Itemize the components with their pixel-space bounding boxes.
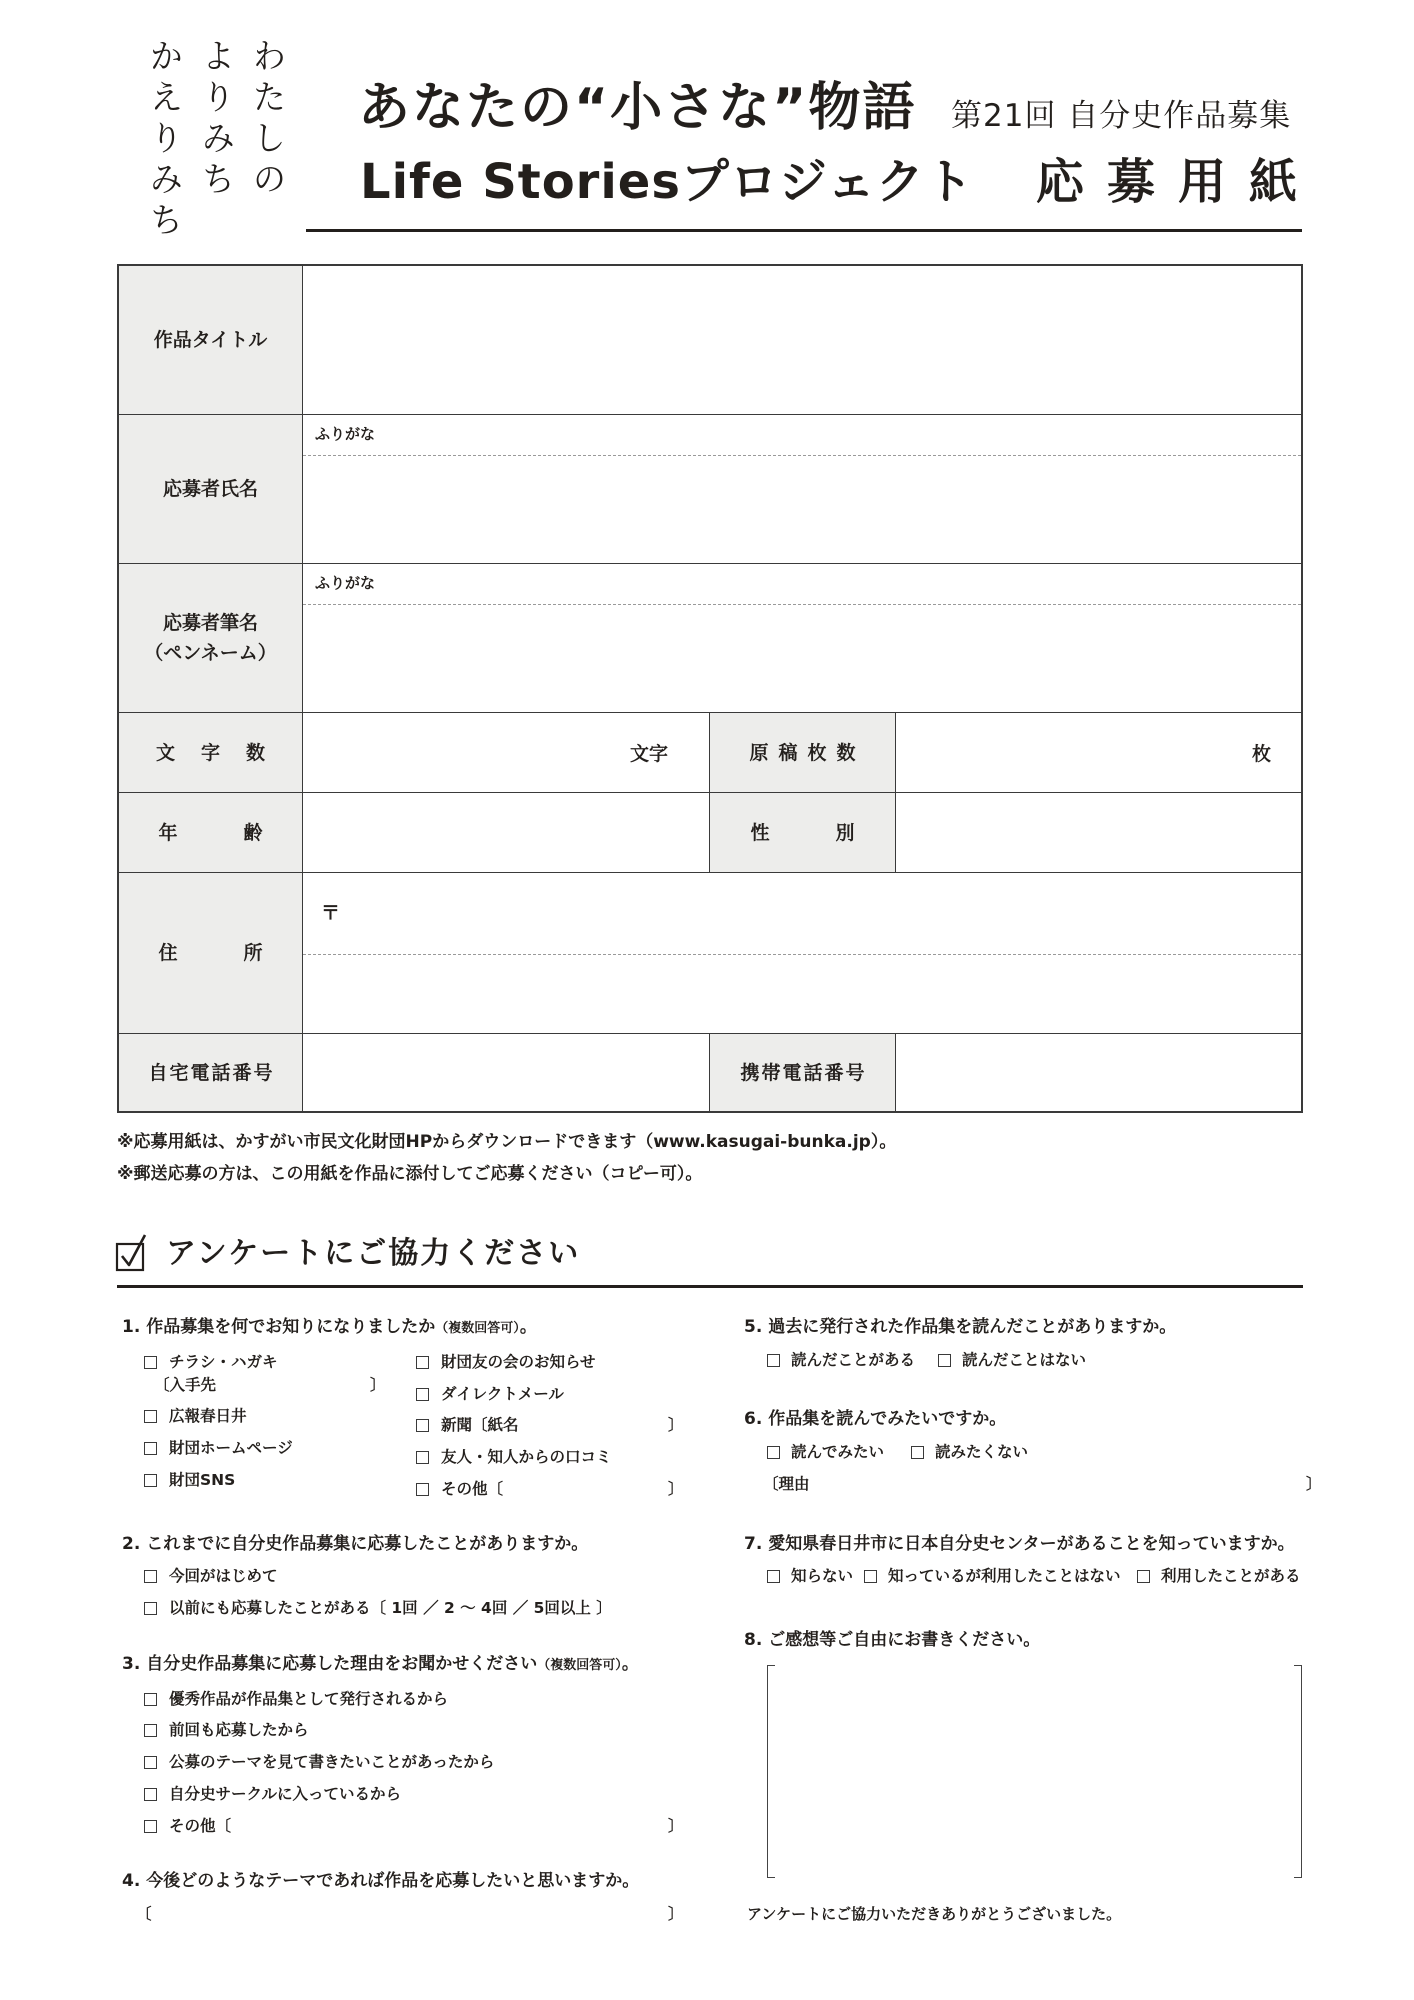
question-text: 作品集を読んでみたいですか。 — [768, 1409, 1007, 1429]
vertical-catchphrase-line-1: わたしの — [246, 38, 286, 202]
char-count-label — [119, 713, 303, 792]
download-note: ※応募用紙は、かすがい市民文化財団HPからダウンロードできます（www.kasugai-bunka.jp）。 — [117, 1132, 897, 1152]
q6-reason-line: 〔理由 — [763, 1475, 810, 1493]
checkmark-box-icon — [115, 1232, 151, 1276]
vertical-catchphrase-line-2: よりみち — [195, 38, 235, 202]
checkbox[interactable] — [144, 1442, 157, 1455]
mobile-phone-label — [710, 1034, 896, 1111]
furigana-divider — [303, 604, 1301, 605]
question-text: 作品募集を何でお知りになりましたか — [146, 1317, 436, 1337]
title-label — [119, 266, 303, 414]
mail-note: ※郵送応募の方は、この用紙を作品に添付してご応募ください（コピー可）。 — [117, 1164, 703, 1184]
question-text: これまでに自分史作品募集に応募したことがありますか。 — [146, 1534, 589, 1554]
question-number: 6. — [744, 1409, 763, 1429]
checkbox[interactable] — [767, 1446, 780, 1459]
address-divider — [303, 954, 1301, 955]
option-label: 読んだことはない — [962, 1351, 1087, 1369]
survey-heading: アンケートにご協力ください — [166, 1236, 581, 1271]
question-number: 3. — [122, 1654, 141, 1674]
title-field[interactable] — [303, 266, 1301, 414]
form-name: 応募用紙 — [1036, 154, 1321, 210]
q1-option-flyer[interactable] — [144, 1351, 278, 1373]
home-phone-label — [119, 1034, 303, 1111]
comment-box-right-bracket — [1294, 1665, 1302, 1878]
gender-label — [710, 793, 921, 872]
checkbox[interactable] — [416, 1388, 429, 1401]
bracket-close: 〕 — [668, 1817, 684, 1835]
vertical-catchphrase-line-3: かえりみち — [143, 38, 183, 243]
q3-option-theme[interactable] — [144, 1751, 494, 1773]
option-label: その他〔 — [441, 1480, 504, 1498]
row-pen-name — [119, 563, 1301, 712]
address-field[interactable] — [303, 873, 1301, 1033]
option-label: 知っているが利用したことはない — [888, 1567, 1121, 1585]
q1-option-koho[interactable] — [144, 1405, 247, 1427]
q2-option-previously[interactable] — [144, 1597, 612, 1619]
gender-label-text: 性別 — [750, 821, 921, 844]
checkbox[interactable] — [144, 1693, 157, 1706]
question-number: 2. — [122, 1534, 141, 1554]
checkbox[interactable] — [144, 1756, 157, 1769]
row-applicant-name — [119, 414, 1301, 563]
page-title: あなたの“小さな”物語 — [358, 78, 917, 138]
home-phone-field[interactable] — [303, 1034, 710, 1111]
question-3 — [122, 1652, 639, 1678]
row-title — [119, 266, 1301, 414]
q5-option-have-read[interactable] — [767, 1349, 915, 1371]
pen-name-label-text: 応募者筆名 — [162, 612, 258, 634]
question-text: 過去に発行された作品集を読んだことがありますか。 — [768, 1317, 1177, 1337]
mobile-phone-field[interactable] — [896, 1034, 1301, 1111]
pen-name-furigana-label: ふりがな — [315, 574, 376, 592]
page-count-unit: 枚 — [1251, 743, 1271, 765]
option-label: 前回も応募したから — [169, 1721, 309, 1739]
checkbox[interactable] — [144, 1602, 157, 1615]
q1-option-word-of-mouth[interactable] — [416, 1446, 612, 1468]
checkbox[interactable] — [767, 1354, 780, 1367]
gender-field[interactable] — [896, 793, 1301, 872]
q3-option-published[interactable] — [144, 1688, 448, 1710]
home-phone-label-text: 自宅電話番号 — [148, 1061, 275, 1084]
question-text: 今後どのようなテーマであれば作品を応募したいと思いますか。 — [146, 1871, 640, 1891]
q7-option-know-not-used[interactable] — [864, 1565, 1121, 1587]
question-number: 5. — [744, 1317, 763, 1337]
checkbox[interactable] — [144, 1570, 157, 1583]
applicant-name-label — [119, 415, 303, 563]
bracket-close: 〕 — [668, 1480, 684, 1498]
q4-answer-field[interactable] — [160, 1900, 660, 1928]
question-number: 8. — [744, 1630, 763, 1650]
comment-field[interactable] — [778, 1670, 1290, 1873]
option-label: 以前にも応募したことがある〔 1回 ／ 2 ～ 4回 ／ 5回以上 〕 — [169, 1599, 612, 1617]
question-text: 自分史作品募集に応募した理由をお聞かせください — [146, 1654, 538, 1674]
row-age-gender — [119, 792, 1301, 872]
checkbox[interactable] — [416, 1419, 429, 1432]
address-label-text: 住所 — [158, 942, 329, 964]
question-number: 1. — [122, 1317, 141, 1337]
q1-option-other[interactable] — [416, 1478, 503, 1500]
q1-option-direct-mail[interactable] — [416, 1383, 564, 1405]
q5-option-not-read[interactable] — [938, 1349, 1086, 1371]
bracket-close: 〕 — [1306, 1475, 1322, 1493]
application-form-table — [117, 264, 1303, 1113]
checkbox[interactable] — [864, 1570, 877, 1583]
survey-divider — [117, 1285, 1303, 1288]
bracket-close: 〕 — [668, 1905, 684, 1923]
row-phones — [119, 1033, 1301, 1111]
question-7 — [744, 1532, 1295, 1556]
mobile-phone-label-text: 携帯電話番号 — [740, 1061, 867, 1084]
question-2 — [122, 1532, 588, 1556]
char-count-label-text: 文字数 — [155, 741, 291, 764]
comment-box-left-bracket — [767, 1665, 775, 1878]
pen-name-sub-label: （ペンネーム） — [144, 642, 277, 664]
furigana-divider — [303, 455, 1301, 456]
row-address — [119, 872, 1301, 1033]
option-label: 財団SNS — [169, 1471, 236, 1489]
q3-option-circle[interactable] — [144, 1783, 401, 1805]
question-text: ご感想等ご自由にお書きください。 — [768, 1630, 1041, 1650]
question-5 — [744, 1315, 1176, 1339]
option-label: 財団友の会のお知らせ — [441, 1353, 596, 1371]
q7-option-dont-know[interactable] — [767, 1565, 853, 1587]
edition-subtitle: 第21回 自分史作品募集 — [951, 98, 1292, 134]
option-label: 読んでみたい — [791, 1443, 885, 1461]
checkbox[interactable] — [144, 1788, 157, 1801]
question-number: 7. — [744, 1534, 763, 1554]
question-tail: 。 — [621, 1654, 639, 1674]
checkbox[interactable] — [416, 1451, 429, 1464]
option-label: 友人・知人からの口コミ — [441, 1448, 612, 1466]
title-label-text: 作品タイトル — [153, 329, 268, 351]
option-label: 今回がはじめて — [169, 1567, 278, 1585]
question-text: 愛知県春日井市に日本自分史センターがあることを知っていますか。 — [768, 1534, 1295, 1554]
checkbox[interactable] — [416, 1356, 429, 1369]
q3-option-last-time[interactable] — [144, 1719, 309, 1741]
header-divider — [306, 229, 1302, 232]
q6-option-want-to-read[interactable] — [767, 1441, 884, 1463]
age-label — [119, 793, 329, 872]
checkbox[interactable] — [144, 1724, 157, 1737]
checkbox[interactable] — [416, 1483, 429, 1496]
q1-option-homepage[interactable] — [144, 1437, 293, 1459]
question-tail: 。 — [519, 1317, 537, 1337]
option-label: 利用したことがある — [1161, 1567, 1301, 1585]
option-label: 読んだことがある — [791, 1351, 916, 1369]
checkbox[interactable] — [911, 1446, 924, 1459]
age-label-text: 年齢 — [158, 821, 329, 844]
q1-option-sns[interactable] — [144, 1469, 235, 1491]
q1-option-newspaper[interactable] — [416, 1414, 519, 1436]
question-1 — [122, 1315, 537, 1341]
option-label: 読みたくない — [935, 1443, 1029, 1461]
question-6 — [744, 1407, 1006, 1431]
pen-name-field[interactable] — [303, 564, 1301, 712]
postal-mark: 〒 — [321, 902, 341, 924]
q2-option-first-time[interactable] — [144, 1565, 278, 1587]
option-label: 優秀作品が作品集として発行されるから — [169, 1690, 449, 1708]
checkbox[interactable] — [144, 1356, 157, 1369]
name-furigana-label: ふりがな — [315, 425, 376, 443]
question-number: 4. — [122, 1871, 141, 1891]
checkbox[interactable] — [144, 1474, 157, 1487]
bracket-open: 〔 — [136, 1905, 152, 1923]
page-count-field[interactable] — [896, 713, 1301, 792]
option-label: 財団ホームページ — [169, 1439, 293, 1457]
pen-name-label — [119, 564, 303, 712]
age-field[interactable] — [303, 793, 710, 872]
q3-option-other[interactable] — [144, 1815, 231, 1837]
checkbox[interactable] — [938, 1354, 951, 1367]
option-label: 新聞〔紙名 — [441, 1416, 519, 1434]
thanks-message: アンケートにご協力いただきありがとうございました。 — [747, 1905, 1122, 1923]
q1-option-friends-club[interactable] — [416, 1351, 596, 1373]
question-note: （複数回答可） — [435, 1321, 520, 1336]
option-label: その他〔 — [169, 1817, 232, 1835]
question-8 — [744, 1628, 1040, 1652]
question-note: （複数回答可） — [537, 1658, 622, 1673]
applicant-name-label-text: 応募者氏名 — [162, 478, 258, 500]
checkbox[interactable] — [144, 1410, 157, 1423]
q1-source-line: 〔入手先 — [154, 1376, 217, 1394]
option-label: チラシ・ハガキ — [169, 1353, 278, 1371]
page-count-label — [710, 713, 896, 792]
char-count-unit: 文字 — [629, 743, 668, 765]
question-4 — [122, 1869, 639, 1893]
option-label: 広報春日井 — [169, 1407, 247, 1425]
q6-option-not-want[interactable] — [911, 1441, 1028, 1463]
q7-option-have-used[interactable] — [1137, 1565, 1301, 1587]
option-label: 知らない — [791, 1567, 854, 1585]
address-label — [119, 873, 329, 1033]
row-counts — [119, 712, 1301, 792]
checkbox[interactable] — [1137, 1570, 1150, 1583]
bracket-close: 〕 — [668, 1416, 684, 1434]
applicant-name-field[interactable] — [303, 415, 1301, 563]
option-label: ダイレクトメール — [441, 1385, 564, 1403]
char-count-field[interactable] — [303, 713, 710, 792]
bracket-close: 〕 — [370, 1376, 386, 1394]
option-label: 公募のテーマを見て書きたいことがあったから — [169, 1753, 495, 1771]
option-label: 自分史サークルに入っているから — [169, 1785, 402, 1803]
project-title: Life Storiesプロジェクト — [360, 154, 974, 210]
checkbox[interactable] — [144, 1820, 157, 1833]
checkbox[interactable] — [767, 1570, 780, 1583]
page-count-label-text: 原稿枚数 — [749, 741, 866, 764]
